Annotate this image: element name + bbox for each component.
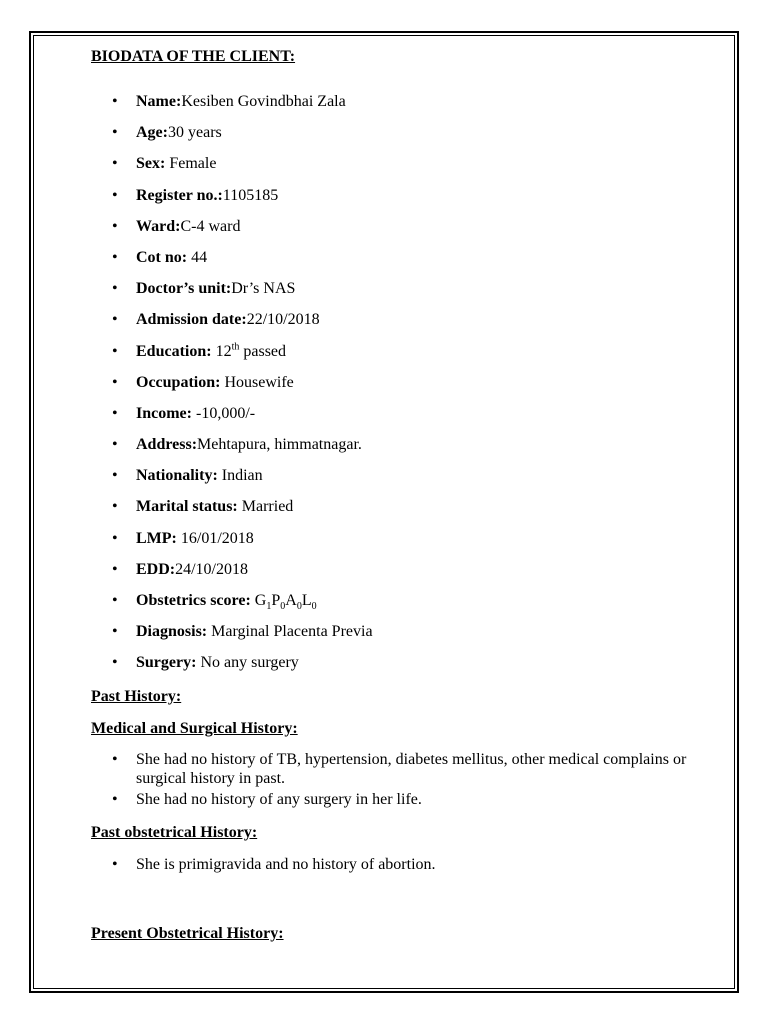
bullet-icon: •	[112, 529, 118, 547]
bullet-icon: •	[112, 467, 118, 485]
field-label: Marital status:	[136, 498, 238, 516]
bullet-icon: •	[112, 280, 118, 298]
field-label: Education:	[136, 342, 212, 360]
bullet-icon: •	[112, 404, 118, 422]
present-obstetrical-heading: Present Obstetrical History:	[91, 924, 284, 942]
biodata-item	[91, 92, 731, 123]
bullet-icon: •	[112, 186, 118, 204]
field-value: 22/10/2018	[246, 311, 320, 329]
bullet-icon: •	[112, 93, 118, 110]
score-letter: L	[301, 592, 312, 609]
biodata-item	[91, 404, 731, 435]
field-label: Sex:	[136, 155, 166, 173]
biodata-item	[91, 279, 731, 310]
field-label: Cot no:	[136, 248, 188, 266]
score-number: 0	[296, 601, 302, 613]
bullet-icon: •	[112, 124, 118, 142]
biodata-item	[91, 342, 731, 373]
field-value-after: passed	[239, 342, 287, 360]
medical-surgical-list	[91, 750, 731, 809]
past-obstetrical-heading: Past obstetrical History:	[91, 823, 258, 841]
biodata-item	[91, 186, 731, 217]
score-number: 0	[280, 601, 286, 613]
biodata-item	[91, 373, 731, 404]
field-label: LMP:	[136, 529, 177, 547]
bullet-icon: •	[112, 436, 118, 454]
field-label: Name:	[136, 93, 182, 110]
bullet-icon: •	[112, 623, 118, 641]
score-number: 1	[266, 601, 272, 613]
field-label: Register no.:	[136, 186, 223, 204]
list-item: • She had no history of TB, hypertension, diabetes mellitus, other medical complains or surgical history in past.	[112, 750, 687, 787]
field-value: Dr’s NAS	[231, 280, 296, 298]
field-label: EDD:	[136, 560, 176, 578]
list-item: • She had no history of any surgery in her life.	[112, 790, 422, 808]
biodata-item	[91, 217, 731, 248]
biodata-item	[91, 435, 731, 466]
document-body	[91, 47, 731, 943]
medical-surgical-heading: Medical and Surgical History:	[91, 719, 298, 737]
biodata-item	[91, 154, 731, 185]
score-number: 0	[311, 601, 317, 613]
field-value: Marginal Placenta Previa	[207, 623, 373, 641]
bullet-icon: •	[112, 155, 118, 173]
field-value: 44	[187, 248, 208, 266]
bullet-icon: •	[112, 498, 118, 516]
bullet-icon: •	[112, 311, 118, 329]
superscript: th	[231, 341, 240, 353]
bullet-icon: •	[112, 654, 118, 672]
score-letter: G	[254, 592, 267, 609]
biodata-item	[91, 560, 731, 591]
field-label: Income:	[136, 404, 192, 422]
field-label: Ward:	[136, 217, 181, 235]
field-value: 16/01/2018	[176, 529, 254, 547]
field-value: 1105185	[222, 186, 279, 204]
score-letter: P	[271, 592, 281, 609]
bullet-icon: •	[112, 750, 118, 768]
past-history-heading: Past History:	[91, 687, 182, 705]
biodata-item	[91, 622, 731, 653]
field-label: Admission date:	[136, 311, 247, 329]
bullet-icon: •	[112, 373, 118, 391]
bullet-icon: •	[112, 342, 118, 360]
score-letter: A	[285, 592, 297, 609]
field-value: C-4 ward	[180, 217, 241, 235]
biodata-list	[91, 92, 731, 685]
field-label: Doctor’s unit:	[136, 280, 232, 298]
field-label: Occupation:	[136, 373, 221, 391]
field-label: Address:	[136, 436, 198, 454]
biodata-item	[91, 497, 731, 528]
biodata-item	[91, 310, 731, 341]
bullet-icon: •	[112, 790, 118, 808]
field-value: Housewife	[220, 373, 294, 391]
field-value: Indian	[217, 467, 263, 485]
biodata-item	[91, 591, 731, 622]
biodata-item	[91, 529, 731, 560]
biodata-item	[91, 466, 731, 497]
field-label: Age:	[136, 124, 168, 142]
field-value: Female	[165, 155, 217, 173]
field-label: Obstetrics score:	[136, 592, 251, 609]
bullet-icon: •	[112, 560, 118, 578]
field-label: Diagnosis:	[136, 623, 208, 641]
biodata-item	[91, 248, 731, 279]
bullet-icon: •	[112, 592, 118, 609]
field-label: Surgery:	[136, 654, 197, 672]
field-value: 30 years	[167, 124, 222, 142]
biodata-item	[91, 123, 731, 154]
field-label: Nationality:	[136, 467, 218, 485]
field-value: Mehtapura, himmatnagar.	[197, 436, 362, 454]
list-item: • She is primigravida and no history of abortion.	[112, 855, 436, 873]
field-value: No any surgery	[196, 654, 299, 672]
bullet-icon: •	[112, 248, 118, 266]
past-obstetrical-list	[91, 855, 731, 874]
field-value: 24/10/2018	[175, 560, 248, 578]
field-value: Kesiben Govindbhai Zala	[181, 93, 346, 110]
field-value: 12	[211, 342, 232, 360]
bullet-icon: •	[112, 217, 118, 235]
field-value: Married	[237, 498, 294, 516]
biodata-item	[91, 653, 731, 684]
field-value: -10,000/-	[191, 404, 256, 422]
bullet-icon: •	[112, 855, 118, 873]
biodata-heading: BIODATA OF THE CLIENT:	[91, 48, 296, 65]
